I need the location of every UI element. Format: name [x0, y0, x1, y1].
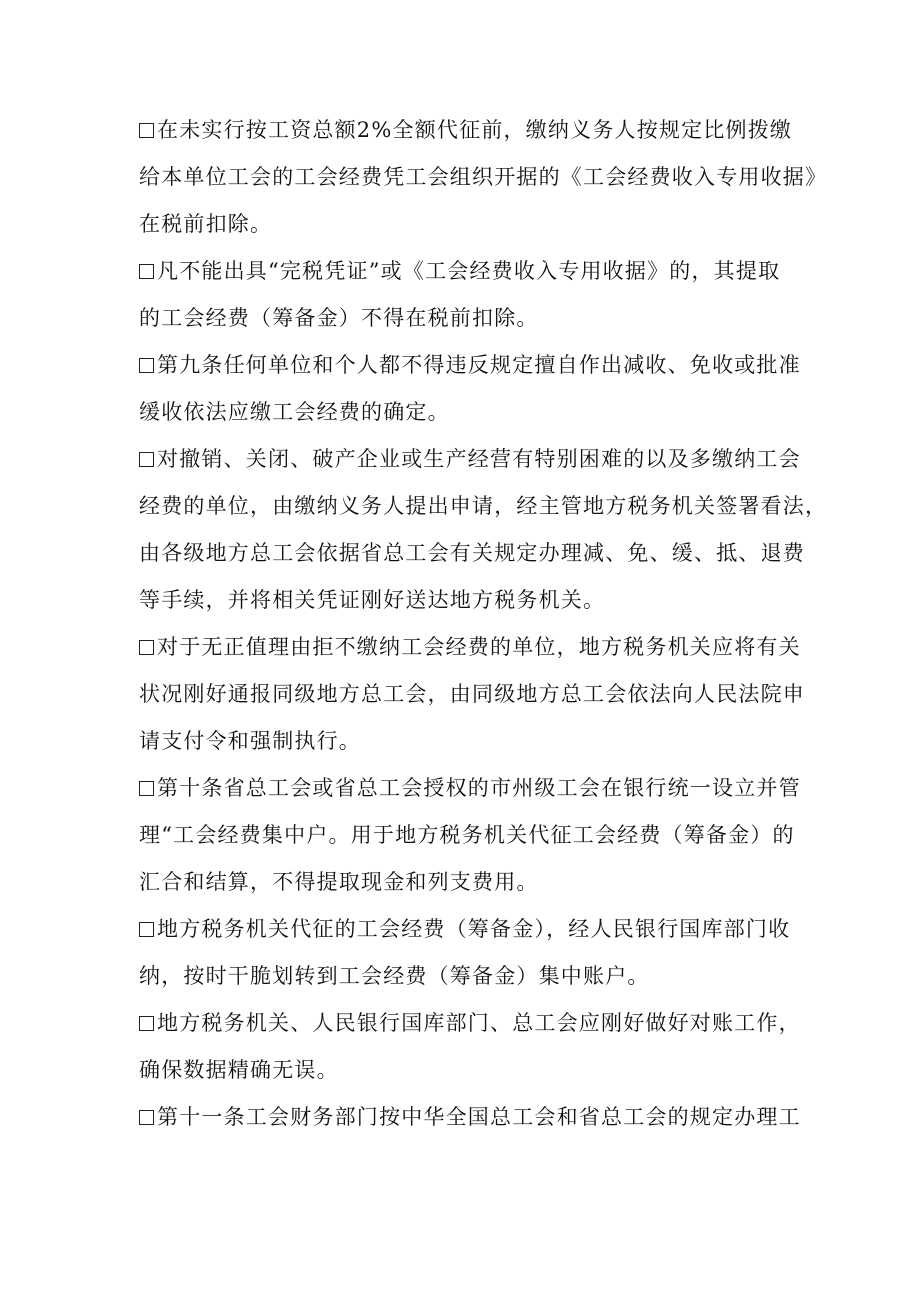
checkbox-icon	[139, 922, 154, 937]
checkbox-icon	[139, 1110, 154, 1125]
paragraph-3	[139, 342, 799, 436]
paragraph-8-line-2: 确保数据精确无误。	[139, 1058, 339, 1082]
paragraph-4-line-3: 由各级地方总工会依据省总工会有关规定办理减、免、缓、抵、退费	[139, 541, 805, 565]
paragraph-3-line-1: 第九条任何单位和个人都不得违反规定擅自作出减收、免收或批准	[157, 353, 801, 377]
paragraph-2-line-2: 的工会经费（筹备金）不得在税前扣除。	[139, 306, 539, 330]
paragraph-5-line-2: 状况刚好通报同级地方总工会，由同级地方总工会依法向人民法院申	[139, 682, 805, 706]
paragraph-4-line-2: 经费的单位，由缴纳义务人提出申请，经主管地方税务机关签署看法，	[139, 494, 828, 518]
paragraph-6-line-1: 第十条省总工会或省总工会授权的市州级工会在银行统一设立并管	[157, 776, 801, 800]
paragraph-5	[139, 624, 805, 765]
paragraph-9-line-1: 第十一条工会财务部门按中华全国总工会和省总工会的规定办理工	[157, 1105, 801, 1129]
paragraph-7-line-2: 纳，按时干脆划转到工会经费（筹备金）集中账户。	[139, 964, 650, 988]
paragraph-1-line-1: 在未实行按工资总额2%全额代征前，缴纳义务人按规定比例拨缴	[157, 118, 793, 142]
paragraph-8-line-1: 地方税务机关、人民银行国库部门、总工会应刚好做好对账工作，	[157, 1011, 801, 1035]
paragraph-2-line-1: 凡不能出具“完税凭证”或《工会经费收入专用收据》的，其提取	[157, 259, 781, 283]
paragraph-7	[139, 906, 799, 1000]
paragraph-6-line-3: 汇合和结算，不得提取现金和列支费用。	[139, 870, 539, 894]
paragraph-6-line-2: 理“工会经费集中户。用于地方税务机关代征工会经费（筹备金）的	[139, 823, 795, 847]
paragraph-4-line-1: 对撤销、关闭、破产企业或生产经营有特别困难的以及多缴纳工会	[157, 447, 801, 471]
paragraph-5-line-1: 对于无正值理由拒不缴纳工会经费的单位，地方税务机关应将有关	[157, 635, 801, 659]
paragraph-7-line-1: 地方税务机关代征的工会经费（筹备金），经人民银行国库部门收	[157, 917, 791, 941]
checkbox-icon	[139, 452, 154, 467]
checkbox-icon	[139, 640, 154, 655]
paragraph-3-line-2: 缓收依法应缴工会经费的确定。	[139, 400, 450, 424]
paragraph-4	[139, 436, 828, 624]
checkbox-icon	[139, 123, 154, 138]
paragraph-5-line-3: 请支付令和强制执行。	[139, 729, 361, 753]
checkbox-icon	[139, 358, 154, 373]
paragraph-1	[139, 107, 828, 248]
paragraph-1-line-2: 给本单位工会的工会经费凭工会组织开据的《工会经费收入专用收据》	[139, 165, 828, 189]
paragraph-1-line-3: 在税前扣除。	[139, 212, 273, 236]
paragraph-2	[139, 248, 799, 342]
paragraph-9	[139, 1094, 799, 1141]
paragraph-8	[139, 1000, 799, 1094]
checkbox-icon	[139, 781, 154, 796]
checkbox-icon	[139, 1016, 154, 1031]
paragraph-6	[139, 765, 799, 906]
paragraph-4-line-4: 等手续，并将相关凭证刚好送达地方税务机关。	[139, 588, 606, 612]
checkbox-icon	[139, 264, 154, 279]
